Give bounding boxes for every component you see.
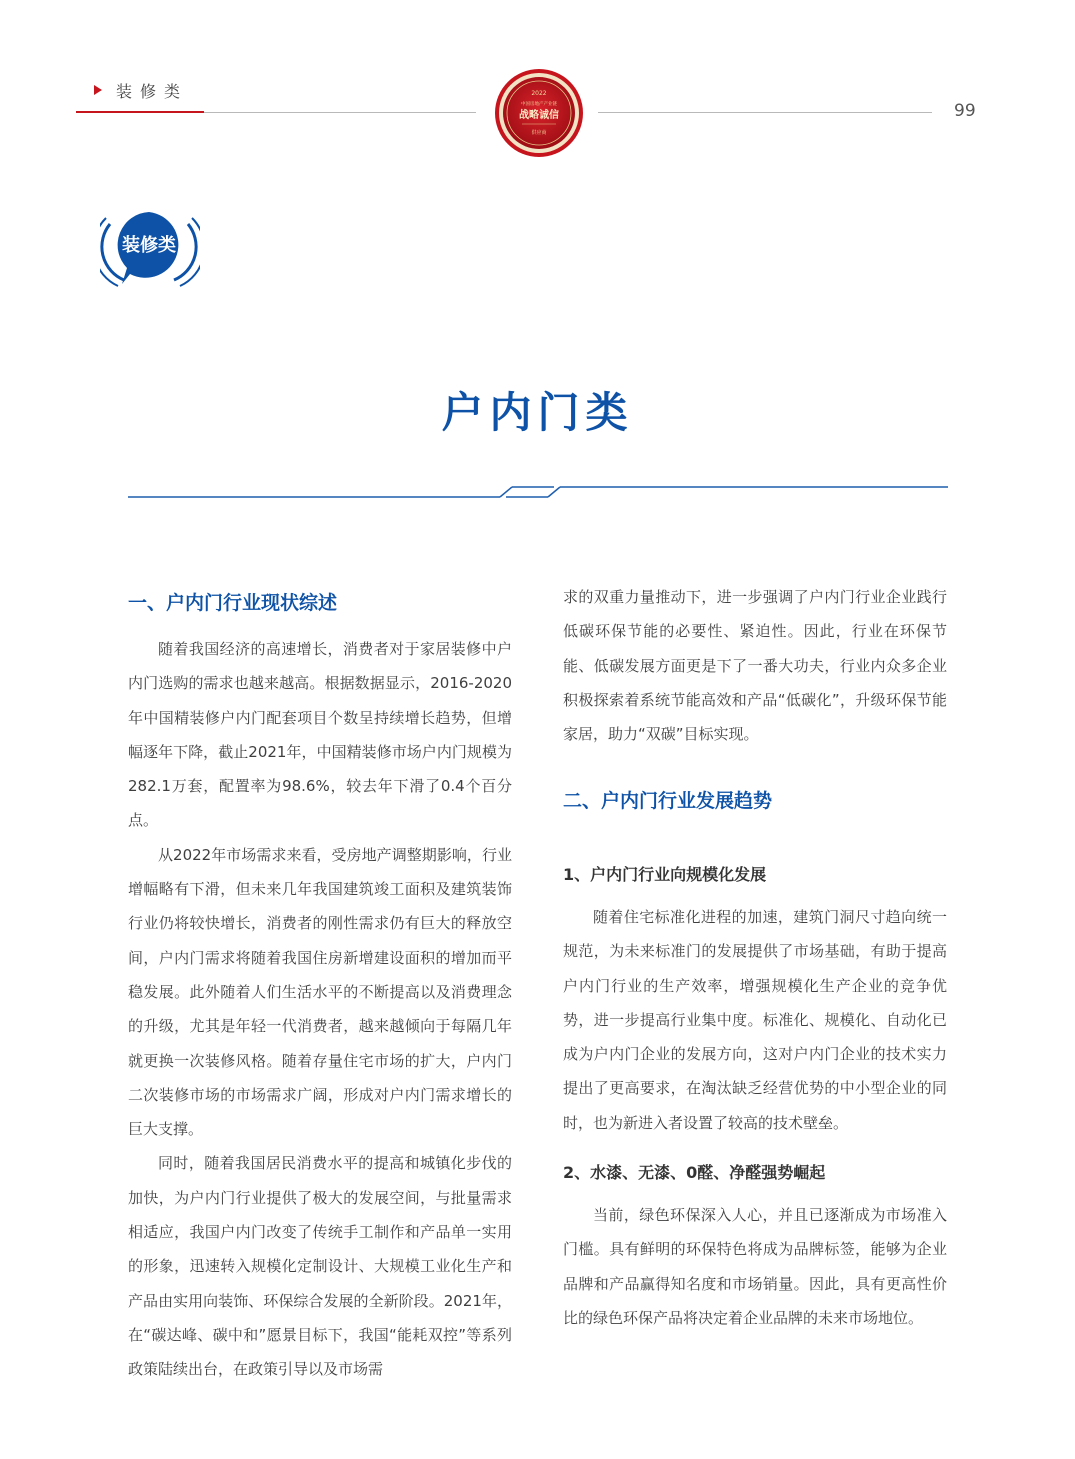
page-number: 99 xyxy=(954,101,976,121)
paragraph: 当前，绿色环保深入人心，并且已逐渐成为市场准入门槛。具有鲜明的环保特色将成为品牌标签，能够为企业品牌和产品赢得知名度和市场销量。因此，具有更高性价比的绿色环保产品将决定着企业品牌的未来市场地位。 xyxy=(563,1206,947,1327)
right-column-top xyxy=(563,580,947,751)
section-label: 装修类 xyxy=(116,82,189,101)
page-title: 户内门类 xyxy=(441,388,634,437)
paragraph: 随着住宅标准化进程的加速，建筑门洞尺寸趋向统一规范，为未来标准门的发展提供了市场基础，有助于提高户内门行业的生产效率，增强规模化生产企业的竞争优势，进一步提高行业集中度。标准化、规模化、自动化已成为户内门企业的发展方向，这对户内门企业的技术实力提出了更高要求，在淘汰缺乏经营优势的中小型企业的同时，也为新进入者设置了较高的技术壁垒。 xyxy=(563,908,947,1132)
seal-line1: 中国房地产产业链 xyxy=(521,102,557,107)
header-accent-line xyxy=(76,111,204,113)
integrity-seal-icon xyxy=(494,68,584,158)
subheading-scale: 1、户内门行业向规模化发展 xyxy=(563,865,767,884)
title-divider xyxy=(128,478,948,502)
paragraph: 随着我国经济的高速增长，消费者对于家居装修中户内门选购的需求也越来越高。根据数据显示，2016-2020年中国精装修户内门配套项目个数呈持续增长趋势，但增幅逐年下降，截止2021年，中国精装修市场户内门规模为282.1万套，配置率为98.6%，较去年下滑了0.4个百分点。 xyxy=(128,640,512,830)
paragraph: 同时，随着我国居民消费水平的提高和城镇化步伐的加快，为户内门行业提供了极大的发展空间，与批量需求相适应，我国户内门改变了传统手工制作和产品单一实用的形象，迅速转入规模化定制设计、大规模工业化生产和产品由实用向装饰、环保综合发展的全新阶段。2021年，在“碳达峰、碳中和”愿景目标下，我国“能耗双控”等系列政策陆续出台，在政策引导以及市场需 xyxy=(128,1154,512,1379)
left-column-body xyxy=(128,632,512,1387)
section-heading-trends: 二、户内门行业发展趋势 xyxy=(563,790,773,812)
header-divider-right xyxy=(598,112,932,113)
section-marker-icon xyxy=(94,85,102,95)
subheading-eco: 2、水漆、无漆、0醛、净醛强势崛起 xyxy=(563,1163,826,1182)
subsection-eco-body xyxy=(563,1198,947,1335)
category-badge-label: 装修类 xyxy=(122,235,176,256)
section-heading-status: 一、户内门行业现状综述 xyxy=(128,592,338,614)
seal-line3: 供应商 xyxy=(531,130,547,136)
subsection-scale-body xyxy=(563,900,947,1140)
paragraph: 从2022年市场需求来看，受房地产调整期影响，行业增幅略有下滑，但未来几年我国建筑竣工面积及建筑装饰行业仍将较快增长，消费者的刚性需求仍有巨大的释放空间，户内门需求将随着我国住房新增建设面积的增加而平稳发展。此外随着人们生活水平的不断提高以及消费理念的升级，尤其是年轻一代消费者，越来越倾向于每隔几年就更换一次装修风格。随着存量住宅市场的扩大，户内门二次装修市场的市场需求广阔，形成对户内门需求增长的巨大支撑。 xyxy=(128,845,512,1139)
seal-year: 2022 xyxy=(531,90,547,97)
paragraph-continued: 求的双重力量推动下，进一步强调了户内门行业企业践行低碳环保节能的必要性、紧迫性。因此，行业在环保节能、低碳发展方面更是下了一番大功夫，行业内众多企业积极探索着系统节能高效和产品“低碳化”，升级环保节能家居，助力“双碳”目标实现。 xyxy=(563,588,947,744)
seal-line2: 战略诚信 xyxy=(519,110,559,121)
header-divider-left xyxy=(204,112,476,113)
